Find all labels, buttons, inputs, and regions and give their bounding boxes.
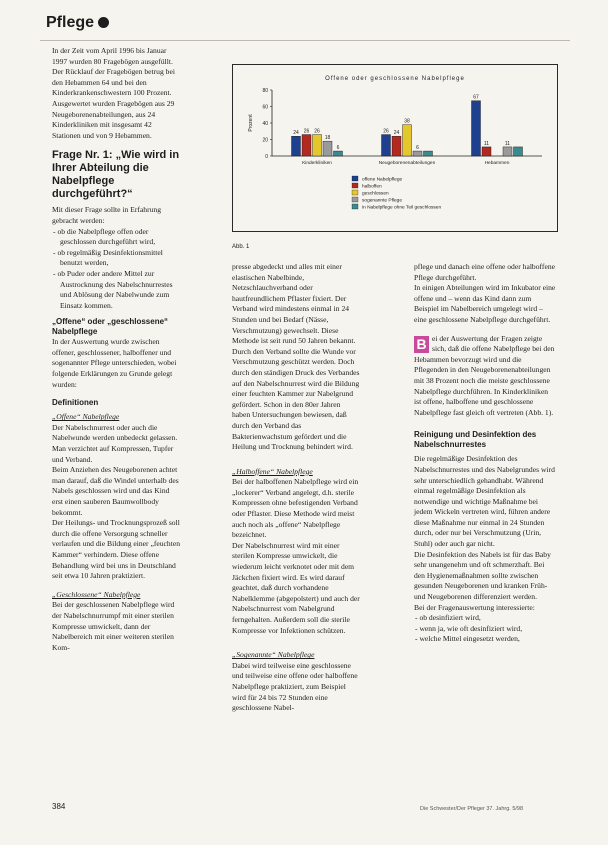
bullet-dot-icon [98,17,109,28]
bar [424,151,433,156]
dropcap-text: ei der Auswertung der Fragen zeigte sich, daß die offene Nabelpflege bei den Hebammen bevorzugt wird und die Pflegenden in den Neugeborenenabteilungen mit 38 Prozent noch die meiste geschlossene Nabelpflege durchführen. In Kinderkliniken ist offene, halboffene und geschlossene Nabelpflege fast gleich oft vertreten (Abb. 1). [414,333,555,417]
bar [323,141,332,156]
legend-swatch [352,183,358,188]
data-label: 11 [504,140,511,147]
paragraph: Der Heilungs- und Trocknungsprozeß soll durch die offene Versorgung schneller verlaufen und die Bildung einer „feuchten Kammer“ verhindern. Diese offene Behandlung wird bei uns in Deutschland seit etwa 10 Jahren praktiziert. [52,518,180,581]
paragraph: Der Nabelschnurrest wird mit einer sterilen Kompresse umwickelt, die wiederum leicht verknotet oder mit dem Jäckchen fixiert wird. Es wird darauf geachtet, daß durch vorhandene Nabelklemme (abgepolstert) und auch der Nabelschnurrest vom Nabelgrund ferngehalten. Außerdem soll die sterile Kompresse vor Infektionen schützen. [232,540,360,635]
paragraph: Bei der geschlossenen Nabelpflege wird der Nabelschnurrumpf mit einer sterilen Kompresse umwickelt, dann der Nabelbereich mit einer weiteren sterilen Kom- [52,600,175,652]
bar [413,151,422,156]
question-bullets [414,613,556,645]
intro-paragraph-2: Ausgewertet wurden Fragebögen aus 29 Neugeborenenabteilungen, aus 24 Kinderkliniken mit insgesamt 42 Stationen und von 9 Hebammen. [52,98,175,140]
column-2 [232,262,360,714]
question-text: Mit dieser Frage sollte in Erfahrung gebracht werden: [52,205,162,225]
header-divider [40,40,570,41]
legend-label: offene Nabelpflege [362,177,403,183]
legend-label: in Nabelpflege ohne Teil geschlossen [362,205,442,211]
paragraph: Die regelmäßige Desinfektion des Nabelschnurrestes und des Nabelgrundes wird sehr unterschiedlich gehandhabt. Während einmal regelmäßige Desinfektion als notwendige und wichtige Maßnahme bei jedem Wickeln vertreten wird, führen andere diese Maßnahme nur einmal in 24 Stunden durch, oder nur bei Verschmutzung (Urin, Stuhl) oder auch gar nicht. [414,454,555,549]
bar [472,101,481,156]
question-bullets [52,227,180,312]
subheading-offene: „Offene“ oder „geschlossene“ Nabelpflege [52,317,169,337]
data-label: 18 [324,135,331,142]
bar [403,125,412,156]
list-item: - ob Puder oder andere Mittel zur Austrocknung des Nabelschnurrestes und Ablösung der Nabelwunde zum Einsatz kommen. [60,269,180,311]
italic-heading-offene: „Offene“ Nabelpflege [52,412,120,422]
category-label: Kinderkliniken [302,161,332,166]
paragraph: Der Nabelschnurrest oder auch die Nabelwunde werden unbedeckt gelassen. Man verzichtet auf Kompressen, Tupfer und Verband. [52,422,178,464]
paragraph: Dabei wird teilweise eine geschlossene und teilweise eine offene oder halboffene Nabelpflege praktiziert, zum Beispiel wird für 24 bis 72 Stunden eine geschlossene Nabel- [232,660,358,713]
section-title: Pflege [46,14,95,31]
data-label: 26 [383,128,389,135]
column-1 [52,46,180,653]
legend-label: sogenannte Pflege [362,198,403,204]
list-item: - ob die Nabelpflege offen oder geschlossen durchgeführt wird, [60,227,180,248]
paragraph: Bei der halboffenen Nabelpflege wird ein „lockerer“ Verband angelegt, d.h. sterile Kompressen ohne befestigenden Verband oder Pflaster. Diese Methode wird meist auch noch als „offene“ Nabelpflege bezeichnet. [232,477,359,540]
section-header [46,14,109,32]
y-tick-label: 80 [262,88,268,94]
page-number: 384 [52,802,66,811]
bar [334,151,343,156]
data-label: 26 [303,128,310,135]
category-label: Neugeborenenabteilungen [378,161,436,166]
data-label: 6 [416,145,419,152]
legend-swatch [352,190,358,195]
question-heading: Frage Nr. 1: „Wie wird in Ihrer Abteilung die Nabelpflege durchgeführt?“ [52,149,180,201]
legend-swatch [352,176,358,181]
bar [302,135,311,156]
data-label: 38 [404,118,410,125]
list-item: - wenn ja, wie oft desinfiziert wird, [422,624,556,635]
paragraph-with-dropcap [414,334,556,419]
category-label: Hebammen [484,161,510,166]
subheading-reinigung: Reinigung und Desinfektion des Nabelschnurrestes [414,430,537,450]
data-label: 24 [293,130,299,137]
source-line: Die Schwester/Der Pfleger 37. Jahrg. 5/98 [420,806,524,812]
y-tick-label: 20 [262,137,268,144]
list-item: - ob desinfiziert wird, [422,613,556,624]
chart-title: Offene oder geschlossene Nabelpflege [325,76,465,82]
subheading-definitionen: Definitionen [52,398,99,408]
bar [382,135,391,156]
data-label: 11 [483,140,490,147]
y-tick-label: 0 [265,154,268,160]
data-label: 6 [336,145,340,152]
bar-chart [232,64,558,232]
legend-swatch [352,204,358,209]
paragraph: Durch den Verband sollte die Wunde vor Verschmutzung geschützt werden. Doch durch den ständigen Druck des Verbandes auf den Nabelschnurrest wird die Bildung einer feuchten Kammer zur Nabelgrund gefördert. Schon in den 80er Jahren haben Untersuchungen bewiesen, daß durch den Verband das Bakterienwachstum gefördert und die Heilung und Trocknung behindert wird. [232,346,360,452]
chart-svg [232,64,558,232]
drop-cap: B [414,336,429,353]
figure-caption: Abb. 1 [232,244,250,250]
paragraph: In der Auswertung wurde zwischen offener, geschlossener, halboffener und sogenannter Pflege unterschieden, wobei folgende Erklärungen zu Grunde gelegt wurden: [52,337,177,389]
paragraph: Beim Anziehen des Neugeborenen achtet man darauf, daß die Windel unterhalb des Nabels geschlossen wird und das Kind erst einen sauberen Baumwollbody bekommt. [52,465,179,517]
bar [313,135,322,156]
bar [503,147,512,156]
italic-heading-halboffene: „Halboffene“ Nabelpflege [232,466,313,476]
list-item: - welche Mittel eingesetzt werden, [422,634,556,645]
bar [292,136,301,156]
y-tick-label: 60 [262,104,268,111]
legend-label: halboffen [362,184,382,190]
paragraph: presse abgedeckt und alles mit einer elastischen Nabelbinde, Netzschlauchverband oder hautfreundlichem Pflaster fixiert. Der Verband wird mindestens einmal in 24 Stunden und bei Bedarf (Nässe, Verschmutzung) gewechselt. Diese Methode ist seit rund 50 Jahren bekannt. [232,262,356,346]
data-label: 26 [314,128,320,135]
legend-label: geschlossen [362,191,389,197]
y-axis-label: Prozent [248,114,254,132]
italic-heading-geschlossene: „Geschlossene“ Nabelpflege [52,589,141,599]
paragraph: In einigen Abteilungen wird im Inkubator eine offene und – wenn das Kind dann zum Beispiel im Nabelbereich umgelegt wird – eine geschlossene Nabelpflege durchgeführt. [414,283,556,324]
column-3 [414,262,556,645]
intro-paragraph: In der Zeit vom April 1996 bis Januar 1997 wurden 80 Fragebögen ausgefüllt. Der Rücklauf der Fragebögen betrug bei den Hebammen 64 und bei den Kinderkrankenschwestern 100 Prozent. [52,46,175,98]
data-label: 24 [393,130,400,137]
paragraph: Bei der Fragenauswertung interessierte: [414,602,535,612]
data-label: 67 [473,94,479,101]
italic-heading-sogenannte: „Sogenannte“ Nabelpflege [232,650,315,660]
bar [514,147,523,156]
bar [482,147,491,156]
paragraph: Die Desinfektion des Nabels ist für das Baby sehr unangenehm und oft schmerzhaft. Bei den Hygienemaßnahmen sollte zwischen gesunden Neugeborenen und kranken Früh- und Neugeborenen differenziert werden. [414,549,551,602]
bar [392,136,401,156]
legend-swatch [352,197,358,202]
y-tick-label: 40 [262,121,268,127]
paragraph: pflege und danach eine offene oder halboffene Pflege durchgeführt. [414,262,555,282]
list-item: - ob regelmäßig Desinfektionsmittel benutzt werden, [60,248,180,269]
